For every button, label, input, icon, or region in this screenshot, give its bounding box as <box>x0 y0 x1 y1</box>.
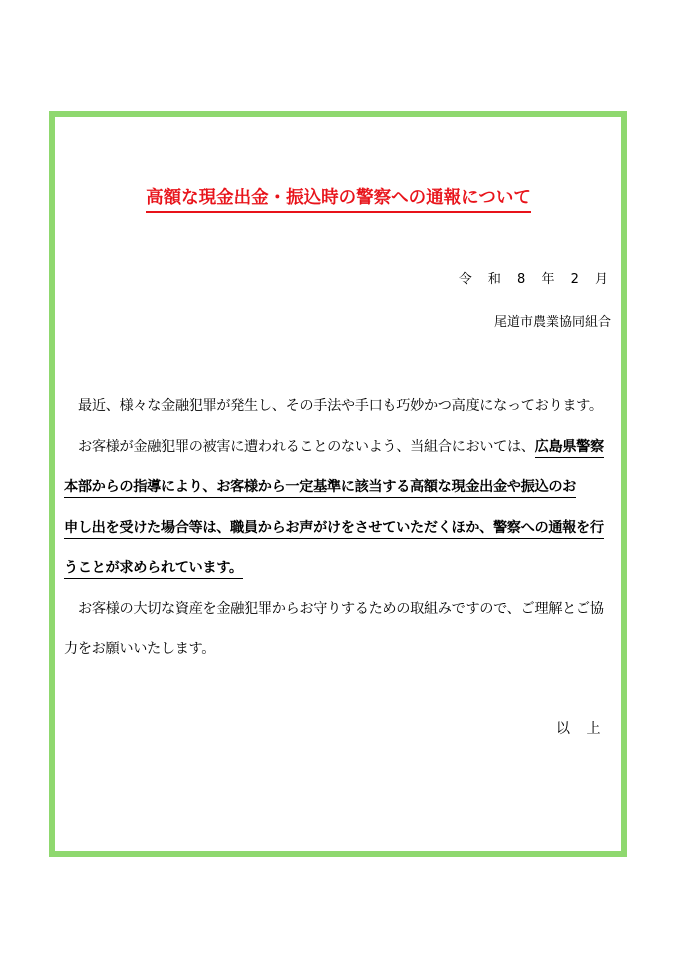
paragraph-2-line-3 <box>64 508 614 549</box>
paragraph-2-line-2 <box>64 467 614 508</box>
paragraph-2-line-4 <box>64 548 614 589</box>
paragraph-2-highlight: 申し出を受けた場合等は、職員からお声がけをさせていただくほか、警察への通報を行 <box>64 520 604 539</box>
paragraph-1: 最近、様々な金融犯罪が発生し、その手法や手口も巧妙かつ高度になっております。 <box>78 398 603 414</box>
paragraph-2-highlight: 本部からの指導により、お客様から一定基準に該当する高額な現金出金や振込のお <box>64 479 576 498</box>
paragraph-3-line-1: お客様の大切な資産を金融犯罪からお守りするための取組みですので、ご理解とご協 <box>78 600 604 617</box>
paragraph-2-highlight-end: うことが求められています。 <box>64 560 243 579</box>
paragraph-3-line-2: 力をお願いいたします。 <box>64 641 216 657</box>
document-date: 令 和 8 年 2 月 <box>458 272 611 287</box>
paragraph-2-plain-text: お客様が金融犯罪の被害に遭われることのないよう、当組合においては、 <box>78 438 535 455</box>
paragraph-2-highlight-start: 広島県警察 <box>535 439 604 458</box>
issuing-organization: 尾道市農業協同組合 <box>493 315 611 330</box>
document-title <box>0 184 677 213</box>
document-title-text: 高額な現金出金・振込時の警察への通報について <box>146 184 531 213</box>
paragraph-2-line-1 <box>64 427 614 468</box>
document-body <box>64 386 614 670</box>
closing-mark: 以 上 <box>556 721 607 737</box>
